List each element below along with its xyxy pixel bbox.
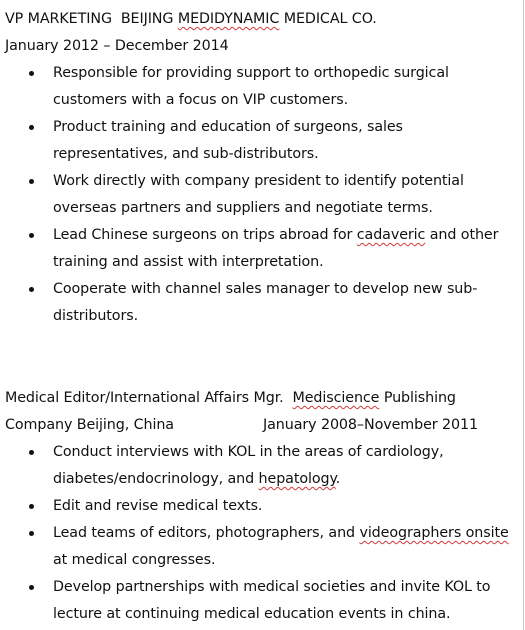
bullet-item <box>0 520 520 574</box>
bullet-text-part: Develop partnerships with medical societies and invite KOL to lecture at continuing medical education events in china. <box>53 579 491 622</box>
job2-location: Company Beijing, China <box>5 417 174 433</box>
bullet-text <box>53 60 515 114</box>
bullet-text <box>53 439 515 493</box>
bullet-item <box>0 493 520 520</box>
bullet-text-part: and other training and assist with interpretation. <box>53 227 499 270</box>
job2-title-suffix: Publishing <box>379 390 456 406</box>
spellcheck-flagged-word[interactable]: hepatology <box>258 471 336 487</box>
bullet-icon <box>29 71 34 76</box>
bullet-text-part: Product training and education of surgeons, sales representatives, and sub-distributors. <box>53 119 403 162</box>
job1-title-prefix: VP MARKETING BEIJING <box>5 11 178 27</box>
job2-bullet-list <box>0 439 520 628</box>
bullet-text <box>53 114 515 168</box>
job1-title <box>5 6 377 33</box>
bullet-icon <box>29 287 34 292</box>
bullet-item <box>0 439 520 493</box>
bullet-text-part: Edit and revise medical texts. <box>53 498 263 514</box>
bullet-item <box>0 276 520 330</box>
job1-dates: January 2012 – December 2014 <box>5 38 229 54</box>
bullet-text-part: Cooperate with channel sales manager to develop new sub-distributors. <box>53 281 478 324</box>
bullet-item <box>0 168 520 222</box>
bullet-text-part: Conduct interviews with KOL in the areas of cardiology, diabetes/endocrinology, and <box>53 444 444 487</box>
bullet-text-part: Lead Chinese surgeons on trips abroad for <box>53 227 357 243</box>
bullet-text <box>53 493 515 520</box>
job2-dates: January 2008–November 2011 <box>263 417 478 433</box>
bullet-text-part: . <box>335 471 341 487</box>
bullet-text-part: at medical congresses. <box>53 552 216 568</box>
bullet-item <box>0 574 520 628</box>
bullet-icon <box>29 504 34 509</box>
bullet-text-part: Work directly with company president to identify potential overseas partners and suppliers and negotiate terms. <box>53 173 464 216</box>
bullet-icon <box>29 179 34 184</box>
job1-bullet-list <box>0 60 520 330</box>
bullet-icon <box>29 125 34 130</box>
bullet-item <box>0 60 520 114</box>
bullet-item <box>0 222 520 276</box>
job2-title <box>5 385 456 412</box>
bullet-icon <box>29 585 34 590</box>
spellcheck-flagged-word[interactable]: cadaveric <box>356 227 426 243</box>
bullet-text <box>53 520 515 574</box>
bullet-text <box>53 222 515 276</box>
bullet-item <box>0 114 520 168</box>
bullet-icon <box>29 531 34 536</box>
job2-location-line <box>5 412 520 439</box>
bullet-text <box>53 168 515 222</box>
bullet-icon <box>29 450 34 455</box>
bullet-text <box>53 276 515 330</box>
job2-title-prefix: Medical Editor/International Affairs Mgr. <box>5 390 293 406</box>
job1-company-word: MEDIDYNAMIC <box>177 11 280 27</box>
bullet-icon <box>29 233 34 238</box>
job2-company-word: Mediscience <box>292 390 380 406</box>
bullet-text-part: Lead teams of editors, photographers, and <box>53 525 360 541</box>
job1-title-suffix: MEDICAL CO. <box>279 11 377 27</box>
bullet-text <box>53 574 515 628</box>
bullet-text-part: Responsible for providing support to orthopedic surgical customers with a focus on VIP customers. <box>53 65 449 108</box>
spellcheck-flagged-word[interactable]: videographers onsite <box>359 525 509 541</box>
